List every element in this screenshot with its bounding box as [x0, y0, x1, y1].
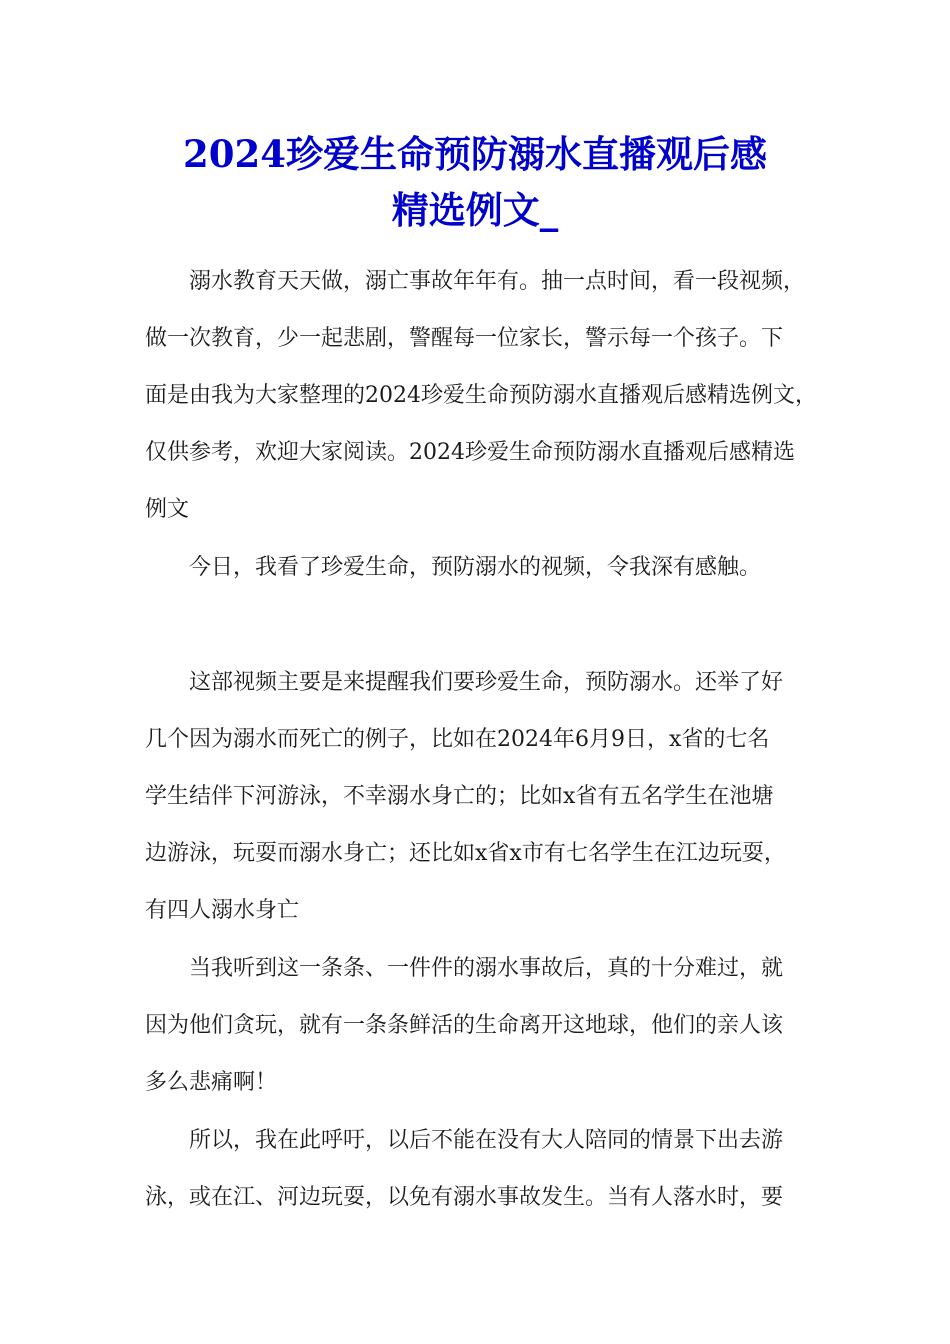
paragraph-4: [145, 940, 825, 1111]
paragraph-3: [145, 654, 825, 939]
text-line: 做一次教育，少一起悲剧，警醒每一位家长，警示每一个孩子。下: [145, 326, 784, 351]
text-line: 学生结伴下河游泳，不幸溺水身亡的；比如x省有五名学生在池塘: [145, 784, 774, 809]
text-line: 仅供参考，欢迎大家阅读。2024珍爱生命预防溺水直播观后感精选: [145, 440, 795, 465]
text-line: 多么悲痛啊！: [145, 1070, 278, 1095]
paragraph-5: [145, 1112, 825, 1226]
text-line: 例文: [145, 497, 190, 522]
text-line: 今日，我看了珍爱生命，预防溺水的视频，令我深有感触。: [189, 555, 762, 580]
text-line: 面是由我为大家整理的2024珍爱生命预防溺水直播观后感精选例文，: [145, 383, 817, 408]
text-line: 边游泳，玩耍而溺水身亡；还比如x省x市有七名学生在江边玩耍，: [145, 841, 786, 866]
text-line: 这部视频主要是来提醒我们要珍爱生命，预防溺水。还举了好: [189, 670, 784, 695]
document-title-line-2: 精选例文_: [391, 188, 559, 232]
paragraph-intro: [145, 253, 825, 538]
text-line: 因为他们贪玩，就有一条条鲜活的生命离开这地球，他们的亲人该: [145, 1013, 784, 1038]
paragraph-2: [145, 539, 825, 596]
text-line: 所以，我在此呼吁，以后不能在没有大人陪同的情景下出去游: [189, 1128, 784, 1153]
text-line: 溺水教育天天做，溺亡事故年年有。抽一点时间，看一段视频，: [189, 269, 806, 294]
text-line: 有四人溺水身亡: [145, 898, 300, 923]
text-line: 当我听到这一条条、一件件的溺水事故后，真的十分难过，就: [189, 956, 784, 981]
text-line: 几个因为溺水而死亡的例子，比如在2024年6月9日，x省的七名: [145, 727, 770, 752]
document-title-line-1: 2024珍爱生命预防溺水直播观后感: [183, 132, 767, 176]
text-line: 泳，或在江、河边玩耍，以免有溺水事故发生。当有人落水时，要: [145, 1185, 784, 1210]
